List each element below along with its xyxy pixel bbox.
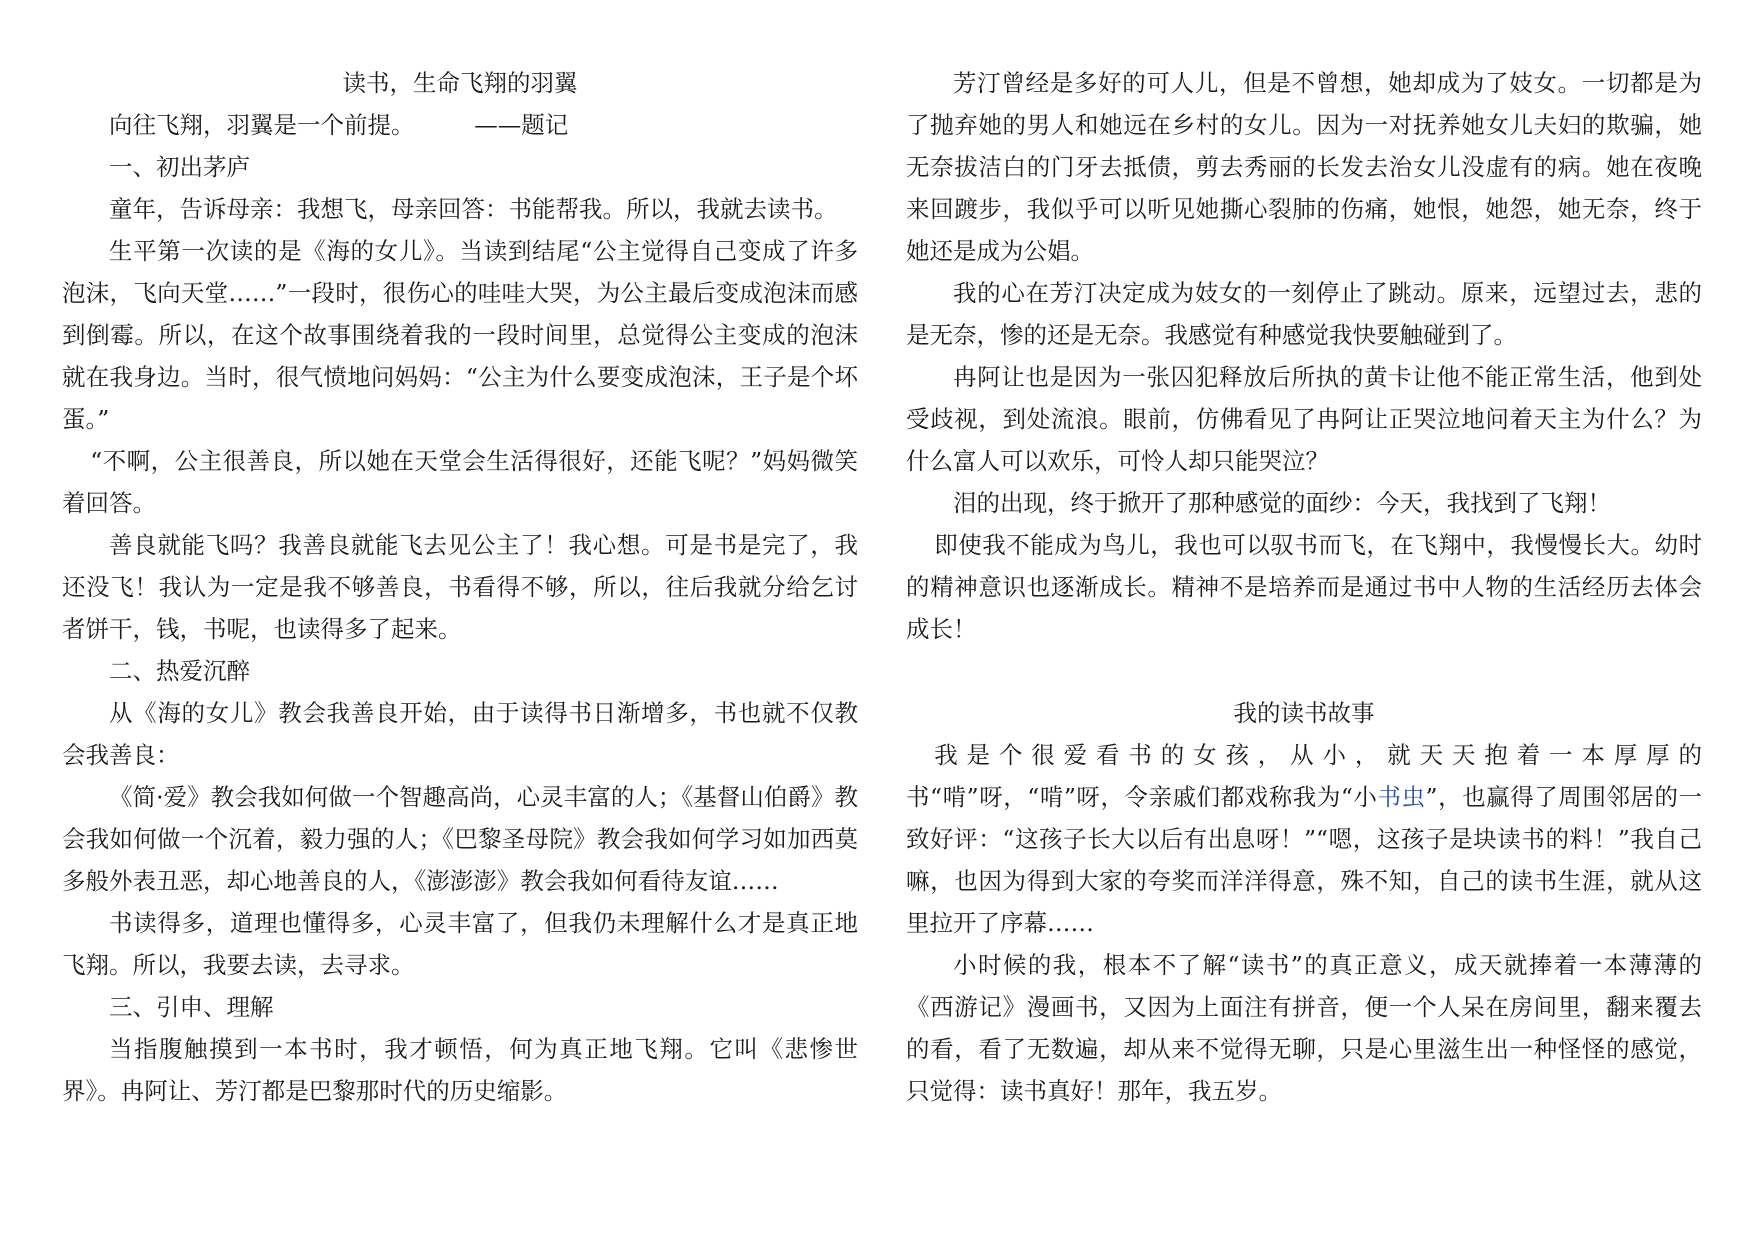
- bookworm-link[interactable]: 书虫: [1377, 783, 1426, 811]
- section2-heading: 二、热爱沉醉: [109, 657, 250, 685]
- section1-paragraph-4: 善良就能飞吗？我善良就能飞去见公主了！我心想。可是书是完了，我还没飞！我认为一定是我不够善良，书看得不够，所以，往后我就分给乞讨者饼干，钱，书呢，也读得多了起来。: [62, 531, 858, 643]
- section1-paragraph-3: “不啊，公主很善良，所以她在天堂会生活得很好，还能飞呢？”妈妈微笑着回答。: [62, 447, 858, 517]
- essay2-paragraph-2: 小时候的我，根本不了解“读书”的真正意义，成天就捧着一本薄薄的《西游记》漫画书，又因为上面注有拼音，便一个人呆在房间里，翻来覆去的看，看了无数遍，却从来不觉得无聊，只是心里滋生出一种怪怪的感觉，只觉得：读书真好！那年，我五岁。: [906, 951, 1702, 1105]
- section2-paragraph-3: 书读得多，道理也懂得多，心灵丰富了，但我仍未理解什么才是真正地飞翔。所以，我要去读，去寻求。: [62, 909, 858, 979]
- essay2-paragraph-1: [906, 734, 1702, 944]
- essay2-title: 我的读书故事: [1233, 699, 1375, 727]
- section1-paragraph-2: 生平第一次读的是《海的女儿》。当读到结尾“公主觉得自己变成了许多泡沫，飞向天堂……”一段时，很伤心的哇哇大哭，为公主最后变成泡沫而感到倒霉。所以，在这个故事围绕着我的一段时间里，总觉得公主变成的泡沫就在我身边。当时，很气愤地问妈妈：“公主为什么要变成泡沫，王子是个坏蛋。”: [62, 237, 858, 433]
- column-spacer: [906, 650, 1702, 692]
- section3-paragraph-1: 当指腹触摸到一本书时，我才顿悟，何为真正地飞翔。它叫《悲惨世界》。冉阿让、芳汀都是巴黎那时代的历史缩影。: [62, 1035, 858, 1105]
- essay2-paragraph-1-end: ”，也赢得了周围邻居的一致好评：“这孩子长大以后有出息呀！”“嗯，这孩子是块读书的料！”我自己嘛，也因为得到大家的夸奖而洋洋得意，殊不知，自己的读书生涯，就从这里拉开了序幕……: [906, 783, 1703, 937]
- essay2-paragraph-1-start: 我是个很爱看书的女孩，从小，就天天抱着一本厚厚的书“啃”呀，“啃”呀，令亲戚们都戏称我为“小: [906, 741, 1702, 811]
- section1-paragraph-1: 童年，告诉母亲：我想飞，母亲回答：书能帮我。所以，我就去读书。: [109, 195, 838, 223]
- section3-heading: 三、引申、理解: [109, 993, 274, 1021]
- section3-paragraph-3: 我的心在芳汀决定成为妓女的一刻停止了跳动。原来，远望过去，悲的是无奈，惨的还是无奈。我感觉有种感觉我快要触碰到了。: [906, 279, 1702, 349]
- section2-paragraph-2: 《简·爱》教会我如何做一个智趣高尚，心灵丰富的人；《基督山伯爵》教会我如何做一个沉着，毅力强的人；《巴黎圣母院》教会我如何学习如加西莫多般外表丑恶，却心地善良的人，《澎澎澎》教会我如何看待友谊……: [62, 783, 858, 895]
- essay1-epigraph: 向往飞翔，羽翼是一个前提。 ——题记: [109, 111, 569, 139]
- section3-paragraph-6: 即使我不能成为鸟儿，我也可以驭书而飞，在飞翔中，我慢慢长大。幼时的精神意识也逐渐成长。精神不是培养而是通过书中人物的生活经历去体会成长！: [906, 531, 1702, 643]
- section2-paragraph-1: 从《海的女儿》教会我善良开始，由于读得书日渐增多，书也就不仅教会我善良：: [62, 699, 858, 769]
- section3-paragraph-5: 泪的出现，终于掀开了那种感觉的面纱：今天，我找到了飞翔！: [953, 489, 1611, 517]
- section3-paragraph-2: 芳汀曾经是多好的可人儿，但是不曾想，她却成为了妓女。一切都是为了抛弃她的男人和她远在乡村的女儿。因为一对抚养她女儿夫妇的欺骗，她无奈拔洁白的门牙去抵债，剪去秀丽的长发去治女儿没虚有的病。她在夜晚来回踱步，我似乎可以听见她撕心裂肺的伤痛，她恨，她怨，她无奈，终于她还是成为公娼。: [906, 69, 1702, 265]
- left-column: [62, 62, 858, 1112]
- right-column: [906, 62, 1702, 1112]
- section1-heading: 一、初出茅庐: [109, 153, 250, 181]
- section3-paragraph-4: 冉阿让也是因为一张囚犯释放后所执的黄卡让他不能正常生活，他到处受歧视，到处流浪。眼前，仿佛看见了冉阿让正哭泣地问着天主为什么？为什么富人可以欢乐，可怜人却只能哭泣？: [906, 363, 1702, 475]
- essay1-title: 读书，生命飞翔的羽翼: [342, 69, 578, 97]
